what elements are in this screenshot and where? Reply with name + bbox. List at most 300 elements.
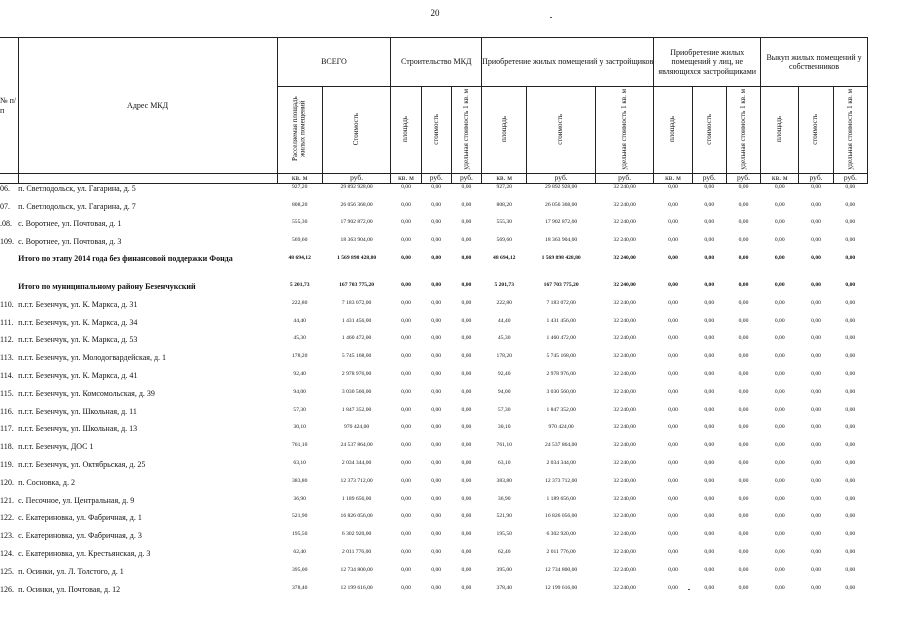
row-value: 0,00 [811,201,821,208]
row-value: 0,00 [431,424,442,431]
row-value: 1 460 472,00 [546,335,576,342]
row-value: 0,00 [738,459,749,466]
row-value: 0,00 [668,255,678,261]
row-value: 0,00 [461,548,472,555]
row-value: 0,00 [461,353,472,360]
row-number: 113. [0,353,14,363]
row-value: 927,20 [496,183,512,190]
row-value: 808,20 [292,201,308,208]
table-row [0,300,868,318]
row-value: 32 240,00 [613,201,636,208]
row-value: 0,00 [668,442,678,449]
row-value: 395,00 [292,566,308,573]
row-value: 0,00 [668,406,678,413]
subheader-builders-cost: стоимость [527,87,596,174]
row-value: 0,00 [774,299,785,306]
row-value: 7 183 072,00 [341,299,372,306]
row-value: 0,00 [811,317,821,324]
unit-sqm: кв. м [277,174,322,184]
row-value: 569,60 [496,237,512,244]
row-value: 0,00 [774,531,785,538]
row-value: 48 694,12 [288,255,311,261]
row-address: п.г.т. Безенчук, ул. Молодогвардейская, д. 1 [18,353,167,363]
row-value: 0,00 [668,584,678,591]
row-number: 122. [0,513,14,523]
row-value: 32 240,00 [613,353,636,360]
row-number: 110. [0,299,14,309]
row-value: 0,00 [431,299,442,306]
subheader-owners-unit-cost: удельная стоимость 1 кв. м [833,87,867,174]
unit-empty [0,174,18,184]
unit-rub: руб. [527,174,596,184]
row-value: 178,20 [496,353,512,360]
row-value: 12 199 616,00 [545,584,578,591]
row-value: 0,00 [738,531,749,538]
row-value: 17 902 872,00 [545,219,578,226]
row-value: 0,00 [461,299,472,306]
row-value: 0,00 [431,477,442,484]
row-value: 0,00 [774,584,785,591]
scan-speck [688,589,690,590]
row-value: 0,00 [738,477,749,484]
table-row [0,237,868,255]
row-number: 109. [0,237,14,247]
row-value: 1 431 456,00 [341,317,372,324]
row-number: 126. [0,584,14,594]
row-value: 2 978 976,00 [341,370,372,377]
row-value: 0,00 [401,513,411,520]
row-value: 5 201,73 [289,282,310,288]
row-value: 24 537 864,00 [340,442,373,449]
row-value: 0,00 [704,183,715,190]
row-value: 0,00 [704,370,715,377]
row-value: 7 183 072,00 [546,299,576,306]
row-value: 970 424,00 [548,424,574,431]
row-value: 0,00 [811,353,821,360]
row-value: 0,00 [461,219,472,226]
row-value: 0,00 [461,513,472,520]
row-value: 0,00 [774,282,785,288]
row-address: п.г.т. Безенчук, ул. Октябрьская, д. 25 [18,459,146,469]
row-value: 0,00 [845,282,856,288]
row-value: 6 302 920,00 [341,531,372,538]
row-value: 0,00 [401,442,411,449]
table-row [0,183,868,201]
row-value: 32 240,00 [613,237,636,244]
row-value: 12 373 712,00 [340,477,373,484]
row-value: 0,00 [401,477,411,484]
row-value: 0,00 [738,299,749,306]
subheader-construction-area: площадь [391,87,421,174]
row-value: 0,00 [811,548,821,555]
row-value: 0,00 [704,282,715,288]
row-value: 0,00 [461,459,472,466]
unit-rub: руб. [799,174,833,184]
row-value: 808,20 [496,201,512,208]
row-value: 0,00 [461,584,472,591]
row-value: 0,00 [461,183,472,190]
row-value: 0,00 [811,442,821,449]
row-value: 0,00 [845,335,856,342]
subheader-total-cost: Стоимость [322,87,391,174]
row-value: 32 240,00 [613,317,636,324]
row-value: 927,20 [292,183,308,190]
row-value: 0,00 [774,255,785,261]
row-value: 0,00 [401,317,411,324]
row-value: 0,00 [845,388,856,395]
row-value: 0,00 [845,406,856,413]
row-value: 0,00 [738,282,749,288]
unit-sqm: кв. м [654,174,692,184]
row-value: 0,00 [668,282,678,288]
row-value: 0,00 [845,353,856,360]
row-value: 32 240,00 [613,388,636,395]
subheader-nonbuilders-area: площадь [654,87,692,174]
row-value: 0,00 [738,353,749,360]
row-value: 0,00 [845,477,856,484]
row-value: 5 201,73 [494,282,515,288]
row-value: 0,00 [774,406,785,413]
row-value: 32 240,00 [613,406,636,413]
row-value: 0,00 [811,584,821,591]
row-value: 195,50 [496,531,512,538]
row-value: 2 011 776,00 [342,548,372,555]
row-value: 0,00 [845,201,856,208]
row-number: 07. [0,201,10,211]
row-number [0,282,18,300]
row-value: 16 826 056,00 [545,513,578,520]
subheader-builders-area: площадь [482,87,527,174]
row-value: 167 703 775,20 [339,282,375,288]
row-value: 16 826 056,00 [340,513,373,520]
row-value: 36,90 [293,495,306,502]
row-address: п. Осинки, ул. Л. Толстого, д. 1 [18,566,124,576]
row-value: 0,00 [845,584,856,591]
row-value: 0,00 [845,495,856,502]
row-value: 0,00 [668,370,678,377]
row-address: п.г.т. Безенчук, ул. К. Маркса, д. 53 [18,335,138,345]
row-value: 32 240,00 [613,299,636,306]
row-value: 178,20 [292,353,308,360]
row-value: 0,00 [811,219,821,226]
table-row [0,202,868,220]
row-value: 0,00 [431,584,442,591]
row-address: с. Екатериновка, ул. Фабричная, д. 1 [18,513,142,523]
row-value: 12 734 800,00 [340,566,373,573]
row-value: 0,00 [431,406,442,413]
row-value: 0,00 [811,370,821,377]
row-value: 92,40 [497,370,511,377]
header-purchase-builders: Приобретение жилых помещений у застройщиков [482,38,654,87]
row-value: 0,00 [668,299,678,306]
row-value: 1 189 656,00 [341,495,372,502]
row-value: 0,00 [401,299,411,306]
table-row [0,460,868,478]
row-value: 0,00 [668,219,678,226]
row-value: 0,00 [774,353,785,360]
row-value: 0,00 [461,282,472,288]
row-value: 0,00 [401,548,411,555]
row-number: 120. [0,477,14,487]
unit-rub: руб. [692,174,726,184]
row-value: 0,00 [431,237,442,244]
row-value: 26 056 368,00 [340,201,373,208]
row-value: 0,00 [704,566,715,573]
row-address: п.г.т. Безенчук, ДОС 1 [18,442,94,452]
row-number: 124. [0,548,14,558]
row-value: 5 745 168,00 [341,353,372,360]
row-value: 0,00 [704,548,715,555]
row-value: 0,00 [668,335,678,342]
row-value: 32 240,00 [613,495,636,502]
table-row [0,531,868,549]
row-value: 0,00 [774,370,785,377]
row-value: 48 694,12 [493,255,516,261]
row-value: 0,00 [431,183,442,190]
row-value: 0,00 [811,424,821,431]
row-address: п.г.т. Безенчук, ул. К. Маркса, д. 31 [18,299,138,309]
header-buyout-owners: Выкуп жилых помещений у собственников [761,38,868,87]
row-value: 0,00 [738,183,749,190]
subheader-construction-cost: стоимость [421,87,451,174]
table-row [0,585,868,603]
row-value: 0,00 [431,335,442,342]
header-total: ВСЕГО [277,38,391,87]
subheader-builders-unit-cost: удельная стоимость 1 кв. м [595,87,653,174]
row-value: 2 034 344,00 [546,459,576,466]
row-value: 32 240,00 [613,335,636,342]
row-value: 0,00 [738,388,749,395]
row-value: 0,00 [431,459,442,466]
row-value: 18 363 904,00 [545,237,578,244]
row-value: 0,00 [431,566,442,573]
table-row [0,282,868,300]
row-number: 119. [0,459,14,469]
row-value: 0,00 [461,442,472,449]
unit-rub: руб. [595,174,653,184]
row-value: 0,00 [811,406,821,413]
row-value: 36,90 [497,495,511,502]
row-value: 0,00 [738,255,749,261]
row-number [0,255,18,282]
subheader-owners-area: площадь [761,87,799,174]
row-value: 0,00 [401,406,411,413]
subheader-nonbuilders-unit-cost: удельная стоимость 1 кв. м [726,87,760,174]
row-address: Итого по этапу 2014 года без финансовой поддержки Фонда [18,255,233,263]
row-value: 0,00 [704,584,715,591]
row-value: 0,00 [845,183,856,190]
row-value: 0,00 [401,335,411,342]
row-value: 2 011 776,00 [546,548,576,555]
row-address: п. Светлодольск, ул. Гагарина, д. 7 [18,201,136,211]
row-address: п. Сосновка, д. 2 [18,477,75,487]
row-value: 521,90 [496,513,512,520]
row-value: 1 569 898 428,80 [541,255,581,261]
row-value: 0,00 [774,183,785,190]
row-value: 0,00 [704,406,715,413]
row-value: 0,00 [461,201,472,208]
unit-rub: руб. [322,174,391,184]
row-value: 32 240,00 [613,584,636,591]
row-address: с. Екатериновка, ул. Крестьянская, д. 3 [18,548,151,558]
unit-sqm: кв. м [482,174,527,184]
row-number: 06. [0,183,10,193]
row-value: 3 030 560,00 [341,388,372,395]
row-value: 0,00 [431,353,442,360]
row-value: 0,00 [401,388,411,395]
table-row [0,424,868,442]
row-value: 0,00 [738,548,749,555]
row-value: 0,00 [845,513,856,520]
row-value: 0,00 [431,370,442,377]
row-value: 45,30 [293,335,306,342]
row-value: 0,00 [431,513,442,520]
row-value: 12 734 800,00 [545,566,578,573]
row-value: 569,60 [292,237,308,244]
unit-sqm: кв. м [391,174,421,184]
row-value: 1 569 898 428,80 [337,255,377,261]
row-number: 115. [0,388,14,398]
row-value: 0,00 [461,388,472,395]
row-value: 0,00 [401,201,411,208]
subheader-resettled-area: Расселяемая площадь жилых помещений [277,87,322,174]
row-address: п.г.т. Безенчук, ул. Комсомольская, д. 39 [18,388,155,398]
row-value: 0,00 [845,237,856,244]
row-value: 0,00 [845,370,856,377]
row-address: с. Воротнее, ул. Почтовая, д. 1 [18,219,122,229]
page-number: 20 [430,8,440,18]
table-body [0,183,868,602]
table-row [0,219,868,237]
row-value: 0,00 [811,495,821,502]
row-value: 0,00 [845,442,856,449]
row-value: 0,00 [431,495,442,502]
row-value: 12 373 712,00 [545,477,578,484]
row-address: Итого по муниципальному району Безенчукский [18,282,196,291]
row-address: с. Екатериновка, ул. Фабричная, д. 3 [18,531,142,541]
row-value: 0,00 [461,477,472,484]
row-value: 0,00 [704,495,715,502]
subheader-construction-unit-cost: удельная стоимость 1 кв. м [451,87,481,174]
row-value: 0,00 [401,353,411,360]
row-value: 32 240,00 [613,566,636,573]
row-value: 1 847 352,00 [546,406,576,413]
row-value: 0,00 [704,299,715,306]
row-value: 32 240,00 [613,219,636,226]
table-row [0,255,868,282]
row-value: 0,00 [704,353,715,360]
row-value: 0,00 [668,353,678,360]
table-row [0,478,868,496]
unit-rub: руб. [451,174,481,184]
row-number: 117. [0,424,14,434]
row-value: 383,80 [292,477,308,484]
row-value: 32 240,00 [613,548,636,555]
row-value: 0,00 [401,495,411,502]
row-value: 0,00 [461,237,472,244]
unit-empty [18,174,277,184]
row-value: 0,00 [811,459,821,466]
row-value: 0,00 [774,459,785,466]
row-value: 0,00 [811,335,821,342]
row-value: 32 240,00 [613,442,636,449]
row-number: .08. [0,219,12,229]
row-value: 18 363 904,00 [340,237,373,244]
row-value: 0,00 [845,317,856,324]
row-value: 0,00 [704,477,715,484]
unit-sqm: кв. м [761,174,799,184]
row-address: п.г.т. Безенчук, ул. Школьная, д. 13 [18,424,138,434]
row-value: 0,00 [668,513,678,520]
row-value: 0,00 [845,548,856,555]
row-value: 0,00 [401,237,411,244]
row-value: 0,00 [811,477,821,484]
row-address: с. Песочное, ул. Центральная, д. 9 [18,495,135,505]
row-value: 0,00 [401,459,411,466]
row-value: 0,00 [461,495,472,502]
row-value: 12 199 616,00 [340,584,373,591]
row-value: 0,00 [668,201,678,208]
row-value: 1 460 472,00 [341,335,372,342]
row-value: 62,40 [293,548,306,555]
row-value: 0,00 [774,495,785,502]
row-value: 0,00 [738,201,749,208]
row-value: 0,00 [738,584,749,591]
table-row [0,335,868,353]
row-number: 111. [0,317,14,327]
header-num: № п/п [0,38,18,174]
row-value: 222,80 [496,299,512,306]
row-value: 0,00 [738,513,749,520]
unit-rub: руб. [421,174,451,184]
row-value: 0,00 [738,566,749,573]
row-value: 29 892 928,00 [545,183,578,190]
resettlement-table [0,37,868,602]
row-value: 0,00 [811,566,821,573]
row-value: 0,00 [704,388,715,395]
row-value: 0,00 [401,566,411,573]
row-value: 0,00 [845,424,856,431]
row-value: 0,00 [704,459,715,466]
row-value: 32 240,00 [613,513,636,520]
subheader-nonbuilders-cost: стоимость [692,87,726,174]
row-value: 0,00 [668,183,678,190]
row-value: 1 189 656,00 [546,495,576,502]
row-value: 0,00 [774,201,785,208]
row-number: 112. [0,335,14,345]
row-value: 0,00 [774,237,785,244]
row-value: 222,80 [292,299,308,306]
row-value: 32 240,00 [613,370,636,377]
row-value: 0,00 [704,531,715,538]
row-value: 0,00 [668,531,678,538]
row-value: 0,00 [461,255,472,261]
scan-speck [550,17,552,18]
row-value: 0,00 [431,388,442,395]
row-value: 57,30 [293,406,306,413]
row-value: 44,40 [497,317,511,324]
row-value: 378,40 [292,584,308,591]
row-value: 0,00 [738,424,749,431]
row-value: 0,00 [774,335,785,342]
row-value: 761,10 [292,442,308,449]
row-value: 0,00 [704,513,715,520]
table-row [0,353,868,371]
row-value: 0,00 [811,513,821,520]
row-value: 30,10 [497,424,511,431]
row-value: 0,00 [668,237,678,244]
row-value: 94,00 [293,388,306,395]
